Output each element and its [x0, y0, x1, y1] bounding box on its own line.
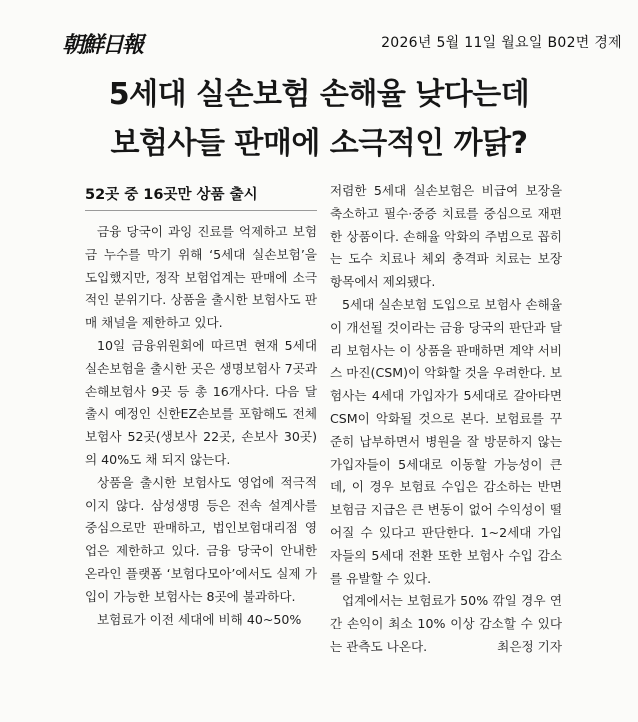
newspaper-logo: 朝鮮日報	[62, 32, 143, 58]
article-column-right	[330, 180, 562, 659]
headline-line-2: 보험사들 판매에 소극적인 까닭?	[110, 126, 528, 161]
headline-line-1: 5세대 실손보험 손해율 낮다는데	[108, 77, 530, 112]
masthead	[62, 26, 622, 56]
article-column-left	[85, 180, 317, 631]
paragraph: 보험료가 이전 세대에 비해 40~50%	[97, 611, 302, 627]
paragraph: 10일 금융위원회에 따르면 현재 5세대 실손보험을 출시한 곳은 생명보험사 7곳과 손해보험사 9곳 등 총 16개사다. 다음 달 출시 예정인 신한EZ손보를 포함해도 전체 보험사 52곳(생보사 22곳, 손보사 30곳)의 40%도 채 되지 않는다.	[85, 337, 317, 467]
subheadline: 52곳 중 16곳만 상품 출시	[85, 187, 258, 203]
right-column-body	[330, 180, 562, 659]
paragraph: 5세대 실손보험 도입으로 보험사 손해율이 개선될 것이라는 금융 당국의 판단과 달리 보험사는 이 상품을 판매하면 계약 서비스 마진(CSM)이 악화할 것을 우려한다. 보험사는 4세대 가입자가 5세대로 갈아타면 CSM이 악화될 것으로 본다. 보험료를 꾸준히 납부하면서 병원을 잘 방문하지 않는 가입자들이 5세대로 이동할 가능성이 큰데, 이 경우 보험료 수입은 감소하는 반면 보험금 지급은 큰 변동이 없어 수익성이 떨어질 수 있다고 판단한다. 1~2세대 가입자들의 5세대 전환 또한 보험사 수입 감소를 유발할 수 있다.	[330, 296, 562, 586]
byline: 최은정 기자	[497, 638, 562, 654]
paragraph: 금융 당국이 과잉 진료를 억제하고 보험금 누수를 막기 위해 ‘5세대 실손보험’을 도입했지만, 정작 보험업계는 판매에 소극적인 분위기다. 상품을 출시한 보험사도 판매 채널을 제한하고 있다.	[85, 224, 317, 331]
paragraph: 저렴한 5세대 실손보험은 비급여 보장을 축소하고 필수·중증 치료를 중심으로 재편한 상품이다. 손해율 악화의 주범으로 꼽히는 도수 치료나 체외 충격파 치료는 보장 항목에서 제외됐다.	[330, 183, 562, 290]
subhead-divider	[85, 210, 317, 211]
paragraph: 상품을 출시한 보험사도 영업에 적극적이지 않다. 삼성생명 등은 전속 설계사를 중심으로만 판매하고, 법인보험대리점 영업은 제한하고 있다. 금융 당국이 안내한 온라인 플랫폼 ‘보험다모아’에서도 실제 가입이 가능한 보험사는 8곳에 불과하다.	[85, 474, 317, 604]
paragraph	[330, 590, 562, 658]
dateline: 2026년 5월 11일 월요일 B02면 경제	[381, 35, 622, 51]
paragraph-text: 업계에서는 보험료가 50% 깎일 경우 연간 손익이 최소 10% 이상 감소할 수 있다는 관측도 나온다.	[330, 593, 562, 654]
left-column-body	[85, 221, 317, 631]
